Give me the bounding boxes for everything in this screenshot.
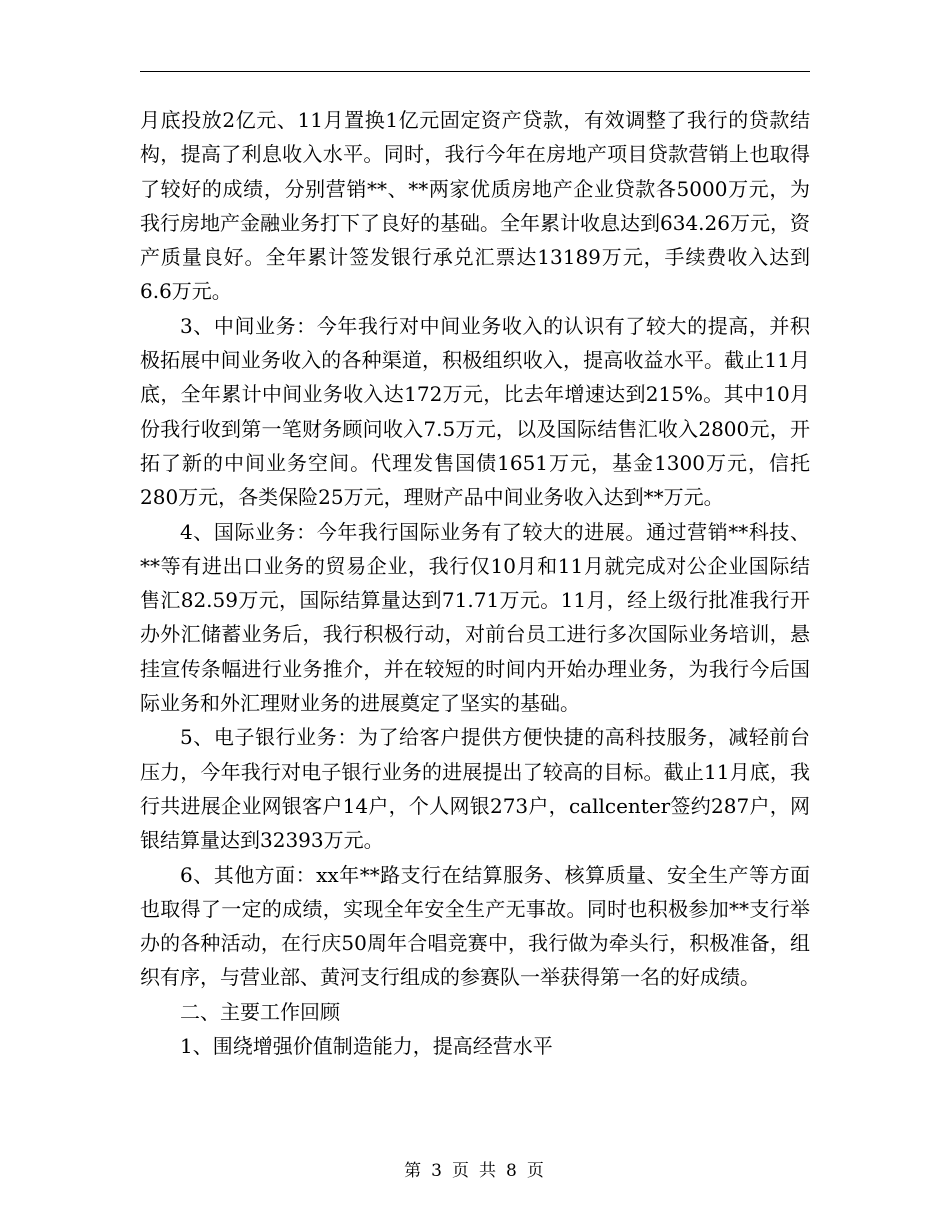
- footer-total-pages: 8: [506, 1161, 519, 1181]
- footer-page-number: 3: [431, 1161, 444, 1181]
- subsection-heading-value-creation: 1、围绕增强价值制造能力，提高经营水平: [180, 1034, 553, 1059]
- footer-prefix: 第: [404, 1161, 424, 1181]
- header-rule: [140, 71, 810, 72]
- document-body: [140, 103, 810, 1063]
- paragraph-international-business: 4、国际业务：今年我行国际业务有了较大的进展。通过营销**科技、**等有进出口业务的贸易企业，我行仅10月和11月就完成对公企业国际结售汇82.59万元，国际结算量达到71.71万元。11月，经上级行批准我行开办外汇储蓄业务后，我行积极行动，对前台员工进行多次国际业务培训，悬挂宣传条幅进行业务推介，并在较短的时间内开始办理业务，为我行今后国际业务和外汇理财业务的进展奠定了坚实的基础。: [140, 519, 810, 716]
- footer-suffix: 页: [526, 1161, 546, 1181]
- page-footer: [0, 1156, 950, 1181]
- paragraph-e-banking: 5、电子银行业务：为了给客户提供方便快捷的高科技服务，减轻前台压力，今年我行对电子银行业务的进展提出了较高的目标。截止11月底，我行共进展企业网银客户14户，个人网银273户，callcenter签约287户，网银结算量达到32393万元。: [140, 725, 810, 853]
- footer-total-word: 共: [479, 1161, 498, 1181]
- paragraph-loan-continuation: 月底投放2亿元、11月置换1亿元固定资产贷款，有效调整了我行的贷款结构，提高了利息收入水平。同时，我行今年在房地产项目贷款营销上也取得了较好的成绩，分别营销**、**两家优质房地产企业贷款各5000万元，为我行房地产金融业务打下了良好的基础。全年累计收息达到634.26万元，资产质量良好。全年累计签发银行承兑汇票达13189万元，手续费收入达到6.6万元。: [140, 108, 810, 304]
- paragraph-intermediate-business: 3、中间业务：今年我行对中间业务收入的认识有了较大的提高，并积极拓展中间业务收入的各种渠道，积极组织收入，提高收益水平。截止11月底，全年累计中间业务收入达172万元，比去年增速达到215%。其中10月份我行收到第一笔财务顾问收入7.5万元，以及国际结售汇收入2800元，开拓了新的中间业务空间。代理发售国债1651万元，基金1300万元，信托280万元，各类保险25万元，理财产品中间业务收入达到**万元。: [140, 313, 810, 510]
- section-heading-work-review: 二、主要工作回顾: [180, 999, 340, 1024]
- paragraph-other-aspects: 6、其他方面：xx年**路支行在结算服务、核算质量、安全生产等方面也取得了一定的成绩，实现全年安全生产无事故。同时也积极参加**支行举办的各种活动，在行庆50周年合唱竞赛中，我行做为牵头行，积极准备，组织有序，与营业部、黄河支行组成的参赛队一举获得第一名的好成绩。: [140, 862, 810, 990]
- footer-page-word: 页: [452, 1161, 471, 1181]
